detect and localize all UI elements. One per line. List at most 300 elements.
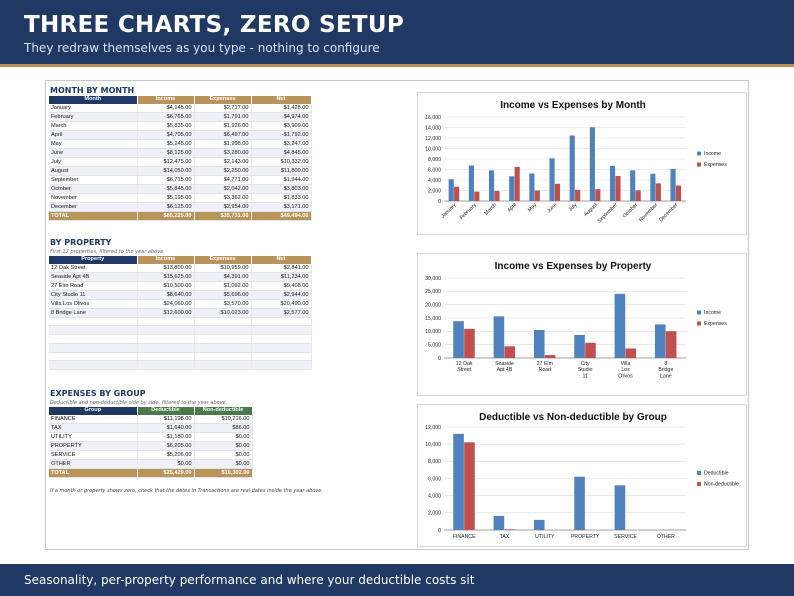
property-cell[interactable] bbox=[194, 352, 251, 361]
x-tick-label: September bbox=[596, 202, 619, 225]
property-cell[interactable]: $8,640.00 bbox=[137, 290, 194, 299]
bar-expenses bbox=[535, 191, 540, 201]
group-cell[interactable]: $1,180.00 bbox=[137, 432, 194, 441]
property-table bbox=[49, 256, 312, 370]
bar-non-deductible bbox=[464, 442, 475, 530]
chart-title: Deductible vs Non-deductible by Group bbox=[479, 412, 667, 423]
month-cell[interactable]: $2,250.00 bbox=[194, 166, 251, 175]
bar-expenses bbox=[454, 187, 459, 201]
month-cell[interactable]: April bbox=[49, 130, 137, 139]
month-row bbox=[49, 104, 311, 113]
month-row bbox=[49, 193, 311, 202]
bar-expenses bbox=[505, 346, 516, 358]
month-total-cell[interactable]: TOTAL bbox=[49, 211, 137, 220]
x-tick-label: October bbox=[621, 202, 639, 220]
bar-expenses bbox=[656, 183, 661, 201]
month-cell[interactable]: February bbox=[49, 112, 137, 121]
month-row bbox=[49, 157, 311, 166]
y-tick-label: 14,000 bbox=[425, 125, 441, 132]
month-cell[interactable]: $11,800.00 bbox=[251, 166, 311, 175]
month-cell[interactable]: $6,497.00 bbox=[194, 130, 251, 139]
group-section-title: EXPENSES BY GROUP bbox=[50, 389, 146, 398]
month-cell[interactable]: $3,171.00 bbox=[251, 202, 311, 211]
month-row bbox=[49, 166, 311, 175]
group-cell[interactable]: $0.00 bbox=[137, 459, 194, 468]
group-header-nondeductible[interactable]: Non-deductible bbox=[194, 407, 252, 415]
month-cell[interactable]: $5,195.00 bbox=[137, 193, 194, 202]
month-cell[interactable]: December bbox=[49, 202, 137, 211]
month-row bbox=[49, 139, 311, 148]
chart-group[interactable] bbox=[417, 404, 747, 547]
property-cell[interactable] bbox=[49, 335, 137, 344]
x-tick-line: Apt 4B bbox=[496, 367, 513, 374]
legend-swatch bbox=[697, 482, 701, 486]
y-tick-label: 10,000 bbox=[425, 441, 441, 448]
month-total-cell[interactable]: $49,494.00 bbox=[251, 211, 311, 220]
footer-banner bbox=[0, 564, 794, 596]
group-cell[interactable]: $86.00 bbox=[194, 423, 252, 432]
group-row bbox=[49, 432, 252, 441]
month-header-expenses[interactable]: Expenses bbox=[194, 96, 251, 104]
bar-income bbox=[670, 169, 675, 201]
property-cell[interactable] bbox=[251, 335, 311, 344]
property-cell[interactable] bbox=[49, 361, 137, 370]
y-tick-label: 16,000 bbox=[425, 114, 441, 121]
bar-income bbox=[509, 176, 514, 201]
bar-expenses bbox=[595, 189, 600, 201]
x-tick-label bbox=[618, 361, 633, 379]
property-cell[interactable] bbox=[137, 361, 194, 370]
bar-income bbox=[590, 127, 595, 201]
property-cell[interactable]: $13,800.00 bbox=[137, 264, 194, 273]
header-divider bbox=[0, 64, 794, 67]
property-cell[interactable] bbox=[251, 343, 311, 352]
property-cell[interactable]: $9,408.00 bbox=[251, 281, 311, 290]
group-table bbox=[49, 407, 253, 478]
x-tick-line: Street bbox=[457, 367, 472, 374]
chart-property[interactable] bbox=[417, 253, 747, 396]
month-cell[interactable]: June bbox=[49, 148, 137, 157]
y-tick-label: 15,000 bbox=[425, 315, 441, 322]
bar-deductible bbox=[494, 516, 505, 530]
bar-expenses bbox=[474, 192, 479, 201]
x-tick-label: March bbox=[483, 202, 498, 217]
group-cell[interactable]: $0.00 bbox=[194, 441, 252, 450]
bar-expenses bbox=[545, 355, 556, 358]
y-tick-label: 0 bbox=[438, 527, 441, 534]
month-cell[interactable]: $5,845.00 bbox=[137, 184, 194, 193]
group-row bbox=[49, 423, 252, 432]
property-row bbox=[49, 272, 311, 281]
y-tick-label: 8,000 bbox=[428, 459, 441, 466]
bar-expenses bbox=[555, 184, 560, 201]
property-header-expenses[interactable]: Expenses bbox=[194, 256, 251, 264]
y-tick-label: 6,000 bbox=[428, 167, 441, 174]
month-cell[interactable]: $2,717.00 bbox=[194, 104, 251, 113]
month-cell[interactable]: $10,332.00 bbox=[251, 157, 311, 166]
chart-property-svg bbox=[418, 254, 748, 397]
legend-swatch bbox=[697, 322, 701, 326]
month-cell[interactable]: $3,362.00 bbox=[194, 193, 251, 202]
bar-income bbox=[655, 324, 666, 358]
property-row bbox=[49, 308, 311, 317]
x-tick-line: City bbox=[580, 361, 590, 367]
month-cell[interactable]: $3,247.00 bbox=[251, 139, 311, 148]
month-cell[interactable]: January bbox=[49, 104, 137, 113]
property-cell[interactable] bbox=[194, 335, 251, 344]
header-banner bbox=[0, 0, 794, 64]
x-tick-line: Los bbox=[621, 367, 630, 374]
month-row bbox=[49, 112, 311, 121]
bar-income bbox=[453, 321, 464, 358]
legend-label: Income bbox=[704, 151, 722, 157]
month-cell[interactable]: $6,715.00 bbox=[137, 175, 194, 184]
legend-label: Expenses bbox=[704, 162, 727, 168]
x-tick-label: December bbox=[658, 202, 680, 224]
month-cell[interactable]: $12,475.00 bbox=[137, 157, 194, 166]
property-cell[interactable] bbox=[137, 335, 194, 344]
property-row bbox=[49, 317, 311, 326]
y-tick-label: 0 bbox=[438, 198, 441, 205]
month-cell[interactable]: $14,050.00 bbox=[137, 166, 194, 175]
bar-income bbox=[610, 166, 615, 201]
bar-non-deductible bbox=[505, 529, 516, 530]
x-tick-label bbox=[658, 361, 673, 379]
month-cell[interactable]: $1,926.00 bbox=[194, 121, 251, 130]
x-tick-label: SERVICE bbox=[614, 534, 637, 540]
page-title: THREE CHARTS, ZERO SETUP bbox=[24, 12, 405, 38]
property-cell[interactable]: City Studio 11 bbox=[49, 290, 137, 299]
group-cell[interactable]: $5,206.00 bbox=[137, 450, 194, 459]
x-tick-label: OTHER bbox=[656, 534, 675, 540]
month-cell[interactable]: $4,705.00 bbox=[137, 130, 194, 139]
legend-label: Income bbox=[704, 310, 722, 316]
bar-income bbox=[615, 294, 626, 358]
property-cell[interactable]: $2,944.00 bbox=[251, 290, 311, 299]
property-cell[interactable] bbox=[49, 326, 137, 335]
month-cell[interactable]: $6,125.00 bbox=[137, 202, 194, 211]
group-cell[interactable]: $1,640.00 bbox=[137, 423, 194, 432]
month-total-cell[interactable]: $85,225.00 bbox=[137, 211, 194, 220]
x-tick-label: FINANCE bbox=[452, 534, 476, 540]
month-header-net[interactable]: Net bbox=[251, 96, 311, 104]
month-cell[interactable]: -$1,792.00 bbox=[251, 130, 311, 139]
bar-income bbox=[534, 330, 545, 358]
chart-month-svg bbox=[418, 93, 748, 236]
property-cell[interactable] bbox=[251, 326, 311, 335]
month-cell[interactable]: $1,428.00 bbox=[251, 104, 311, 113]
property-cell[interactable]: $20,490.00 bbox=[251, 299, 311, 308]
group-footnote: If a month or property shows zero, check that the dates in Transactions are real dates inside the year above. bbox=[50, 488, 324, 494]
month-cell[interactable]: $4,771.00 bbox=[194, 175, 251, 184]
month-row bbox=[49, 184, 311, 193]
legend-swatch bbox=[697, 163, 701, 167]
month-section-title: MONTH BY MONTH bbox=[50, 86, 135, 95]
y-tick-label: 4,000 bbox=[428, 493, 441, 500]
x-tick-label bbox=[456, 361, 473, 373]
property-cell[interactable] bbox=[251, 352, 311, 361]
bar-income bbox=[494, 316, 505, 358]
y-tick-label: 5,000 bbox=[428, 342, 441, 349]
month-cell[interactable]: $5,245.00 bbox=[137, 139, 194, 148]
group-cell[interactable]: OTHER bbox=[49, 459, 137, 468]
x-tick-line: Bridge bbox=[658, 367, 674, 374]
x-tick-line: Lane bbox=[660, 373, 672, 380]
month-header-income[interactable]: Income bbox=[137, 96, 194, 104]
y-tick-label: 0 bbox=[438, 355, 441, 362]
property-cell[interactable] bbox=[137, 352, 194, 361]
bar-income bbox=[570, 136, 575, 201]
y-tick-label: 10,000 bbox=[425, 146, 441, 153]
month-cell[interactable]: $3,280.00 bbox=[194, 148, 251, 157]
y-tick-label: 2,000 bbox=[428, 188, 441, 195]
property-cell[interactable] bbox=[49, 343, 137, 352]
month-cell[interactable]: $4,845.00 bbox=[251, 148, 311, 157]
x-tick-label: November bbox=[637, 202, 660, 224]
property-cell[interactable] bbox=[49, 352, 137, 361]
group-cell[interactable]: $6,205.00 bbox=[137, 441, 194, 450]
x-tick-label: TAX bbox=[499, 534, 510, 540]
bar-deductible bbox=[574, 477, 585, 530]
month-header-month[interactable]: Month bbox=[49, 96, 137, 104]
bar-income bbox=[469, 165, 474, 201]
group-cell[interactable]: $0.00 bbox=[194, 450, 252, 459]
x-tick-line: 12 Oak bbox=[455, 361, 473, 367]
group-cell[interactable]: TAX bbox=[49, 423, 137, 432]
property-cell[interactable]: $10,023.00 bbox=[194, 308, 251, 317]
x-tick-label bbox=[578, 361, 593, 379]
group-total-cell[interactable]: $25,429.00 bbox=[137, 468, 194, 477]
group-total-row bbox=[49, 468, 252, 477]
property-cell[interactable] bbox=[194, 361, 251, 370]
bar-expenses bbox=[666, 331, 677, 358]
y-tick-label: 30,000 bbox=[425, 275, 441, 282]
property-cell[interactable]: $5,696.00 bbox=[194, 290, 251, 299]
month-cell[interactable]: $4,974.00 bbox=[251, 112, 311, 121]
group-cell[interactable]: UTILITY bbox=[49, 432, 137, 441]
property-row bbox=[49, 335, 311, 344]
property-cell[interactable] bbox=[194, 343, 251, 352]
legend-swatch bbox=[697, 311, 701, 315]
month-cell[interactable]: $6,765.00 bbox=[137, 112, 194, 121]
property-cell[interactable]: $1,092.00 bbox=[194, 281, 251, 290]
month-row bbox=[49, 130, 311, 139]
bar-expenses bbox=[515, 167, 520, 201]
month-cell[interactable]: $2,954.00 bbox=[194, 202, 251, 211]
x-tick-label: June bbox=[546, 202, 559, 215]
month-cell[interactable]: July bbox=[49, 157, 137, 166]
group-cell[interactable]: $0.00 bbox=[194, 459, 252, 468]
property-cell[interactable] bbox=[137, 317, 194, 326]
chart-group-svg bbox=[418, 405, 748, 548]
bar-expenses bbox=[494, 191, 499, 201]
y-tick-label: 2,000 bbox=[428, 510, 441, 517]
bar-deductible bbox=[453, 434, 464, 530]
bar-expenses bbox=[464, 329, 475, 358]
group-cell[interactable]: PROPERTY bbox=[49, 441, 137, 450]
x-tick-line: 8 bbox=[664, 361, 668, 367]
property-cell[interactable]: $15,625.00 bbox=[137, 272, 194, 281]
group-row bbox=[49, 415, 252, 424]
y-tick-label: 20,000 bbox=[425, 302, 441, 309]
property-row bbox=[49, 290, 311, 299]
property-cell[interactable]: Seaside Apt 4B bbox=[49, 272, 137, 281]
property-cell[interactable] bbox=[251, 361, 311, 370]
property-row bbox=[49, 326, 311, 335]
property-row bbox=[49, 352, 311, 361]
group-total-cell[interactable]: $10,302.00 bbox=[194, 468, 252, 477]
x-tick-line: 11 bbox=[582, 373, 588, 380]
property-cell[interactable]: 27 Elm Road bbox=[49, 281, 137, 290]
bar-income bbox=[489, 170, 494, 201]
bar-income bbox=[630, 170, 635, 201]
y-tick-label: 10,000 bbox=[425, 329, 441, 336]
spreadsheet-panel bbox=[45, 80, 749, 550]
x-tick-label: May bbox=[526, 202, 539, 214]
property-cell[interactable] bbox=[251, 317, 311, 326]
property-cell[interactable]: $3,570.00 bbox=[194, 299, 251, 308]
bar-expenses bbox=[626, 348, 637, 358]
y-tick-label: 25,000 bbox=[425, 289, 441, 296]
group-cell[interactable]: FINANCE bbox=[49, 415, 137, 424]
x-tick-line: Studio bbox=[577, 367, 593, 374]
property-cell[interactable]: $2,577.00 bbox=[251, 308, 311, 317]
month-row bbox=[49, 148, 311, 157]
x-tick-label: April bbox=[506, 202, 518, 214]
month-row bbox=[49, 175, 311, 184]
bar-expenses bbox=[615, 176, 620, 201]
month-cell[interactable]: $2,042.00 bbox=[194, 184, 251, 193]
footer-text: Seasonality, per-property performance and where your deductible costs sit bbox=[24, 573, 475, 587]
group-cell[interactable]: $11,198.00 bbox=[137, 415, 194, 424]
legend-label: Deductible bbox=[704, 470, 729, 477]
x-tick-line: 27 Elm bbox=[536, 361, 553, 367]
property-cell[interactable]: 12 Oak Street bbox=[49, 264, 137, 273]
group-cell[interactable]: $10,216.00 bbox=[194, 415, 252, 424]
x-tick-label: August bbox=[582, 202, 599, 218]
chart-title: Income vs Expenses by Property bbox=[494, 261, 652, 272]
property-row bbox=[49, 361, 311, 370]
property-cell[interactable] bbox=[194, 326, 251, 335]
bar-income bbox=[574, 335, 585, 358]
property-cell[interactable]: $24,060.00 bbox=[137, 299, 194, 308]
month-cell[interactable]: November bbox=[49, 193, 137, 202]
property-cell[interactable]: $2,841.00 bbox=[251, 264, 311, 273]
property-cell[interactable] bbox=[137, 343, 194, 352]
month-cell[interactable]: $8,125.00 bbox=[137, 148, 194, 157]
group-row bbox=[49, 441, 252, 450]
x-tick-label: February bbox=[458, 202, 478, 222]
bar-income bbox=[529, 173, 534, 201]
bar-income bbox=[650, 174, 655, 201]
page-subtitle: They redraw themselves as you type - nothing to configure bbox=[24, 41, 380, 55]
chart-month[interactable] bbox=[417, 92, 747, 235]
property-row bbox=[49, 281, 311, 290]
x-tick-line: Villa bbox=[620, 361, 631, 367]
group-section-note: Deductible and non-deductible side by side, filtered to the year above. bbox=[50, 400, 228, 406]
month-row bbox=[49, 202, 311, 211]
month-total-cell[interactable]: $35,731.00 bbox=[194, 211, 251, 220]
property-cell[interactable] bbox=[194, 317, 251, 326]
property-row bbox=[49, 264, 311, 273]
bar-expenses bbox=[575, 190, 580, 201]
month-cell[interactable]: $3,909.00 bbox=[251, 121, 311, 130]
month-cell[interactable]: August bbox=[49, 166, 137, 175]
x-tick-label: January bbox=[440, 202, 458, 220]
y-tick-label: 8,000 bbox=[428, 156, 441, 163]
x-tick-line: Olivos bbox=[618, 373, 633, 380]
month-cell[interactable]: October bbox=[49, 184, 137, 193]
legend-label: Expenses bbox=[704, 321, 727, 327]
property-header-income[interactable]: Income bbox=[137, 256, 194, 264]
property-row bbox=[49, 343, 311, 352]
month-cell[interactable]: May bbox=[49, 139, 137, 148]
x-tick-label bbox=[495, 361, 514, 373]
legend-swatch bbox=[697, 152, 701, 156]
month-cell[interactable]: September bbox=[49, 175, 137, 184]
group-cell[interactable]: SERVICE bbox=[49, 450, 137, 459]
month-cell[interactable]: $1,833.00 bbox=[251, 193, 311, 202]
month-cell[interactable]: $2,143.00 bbox=[194, 157, 251, 166]
x-tick-label: UTILITY bbox=[535, 534, 555, 540]
property-cell[interactable]: $10,500.00 bbox=[137, 281, 194, 290]
legend-swatch bbox=[697, 471, 701, 475]
month-table bbox=[49, 96, 312, 221]
month-cell[interactable]: $1,944.00 bbox=[251, 175, 311, 184]
group-total-cell[interactable]: TOTAL bbox=[49, 468, 137, 477]
month-total-row bbox=[49, 211, 311, 220]
property-cell[interactable]: $12,600.00 bbox=[137, 308, 194, 317]
bar-income bbox=[449, 179, 454, 201]
property-cell[interactable] bbox=[49, 317, 137, 326]
group-header-group[interactable]: Group bbox=[49, 407, 137, 415]
month-cell[interactable]: $1,998.00 bbox=[194, 139, 251, 148]
x-tick-line: Seaside bbox=[495, 361, 514, 367]
month-cell[interactable]: $1,791.00 bbox=[194, 112, 251, 121]
bar-expenses bbox=[676, 185, 681, 201]
x-tick-line: Road bbox=[538, 367, 552, 374]
x-tick-label bbox=[537, 361, 553, 373]
month-cell[interactable]: $3,803.00 bbox=[251, 184, 311, 193]
property-cell[interactable]: $11,234.00 bbox=[251, 272, 311, 281]
month-cell[interactable]: $5,835.00 bbox=[137, 121, 194, 130]
legend-label: Non-deductible bbox=[704, 481, 739, 488]
property-section-title: BY PROPERTY bbox=[50, 238, 112, 247]
x-tick-label: July bbox=[567, 202, 579, 213]
property-cell[interactable]: Villa Los Olivos bbox=[49, 299, 137, 308]
y-tick-label: 4,000 bbox=[428, 177, 441, 184]
bar-expenses bbox=[636, 190, 641, 201]
property-header-net[interactable]: Net bbox=[251, 256, 311, 264]
group-cell[interactable]: $0.00 bbox=[194, 432, 252, 441]
group-header-deductible[interactable]: Deductible bbox=[137, 407, 194, 415]
chart-title: Income vs Expenses by Month bbox=[500, 100, 646, 111]
bar-expenses bbox=[585, 343, 596, 358]
x-tick-label: PROPERTY bbox=[570, 534, 600, 540]
property-cell[interactable]: $10,959.00 bbox=[194, 264, 251, 273]
property-cell[interactable]: 8 Bridge Lane bbox=[49, 308, 137, 317]
property-cell[interactable] bbox=[137, 326, 194, 335]
property-header-property[interactable]: Property bbox=[49, 256, 137, 264]
group-row bbox=[49, 450, 252, 459]
property-row bbox=[49, 299, 311, 308]
month-cell[interactable]: March bbox=[49, 121, 137, 130]
bar-deductible bbox=[615, 485, 626, 530]
y-tick-label: 12,000 bbox=[425, 135, 441, 142]
property-cell[interactable]: $4,391.00 bbox=[194, 272, 251, 281]
y-tick-label: 12,000 bbox=[425, 424, 441, 431]
month-cell[interactable]: $4,145.00 bbox=[137, 104, 194, 113]
